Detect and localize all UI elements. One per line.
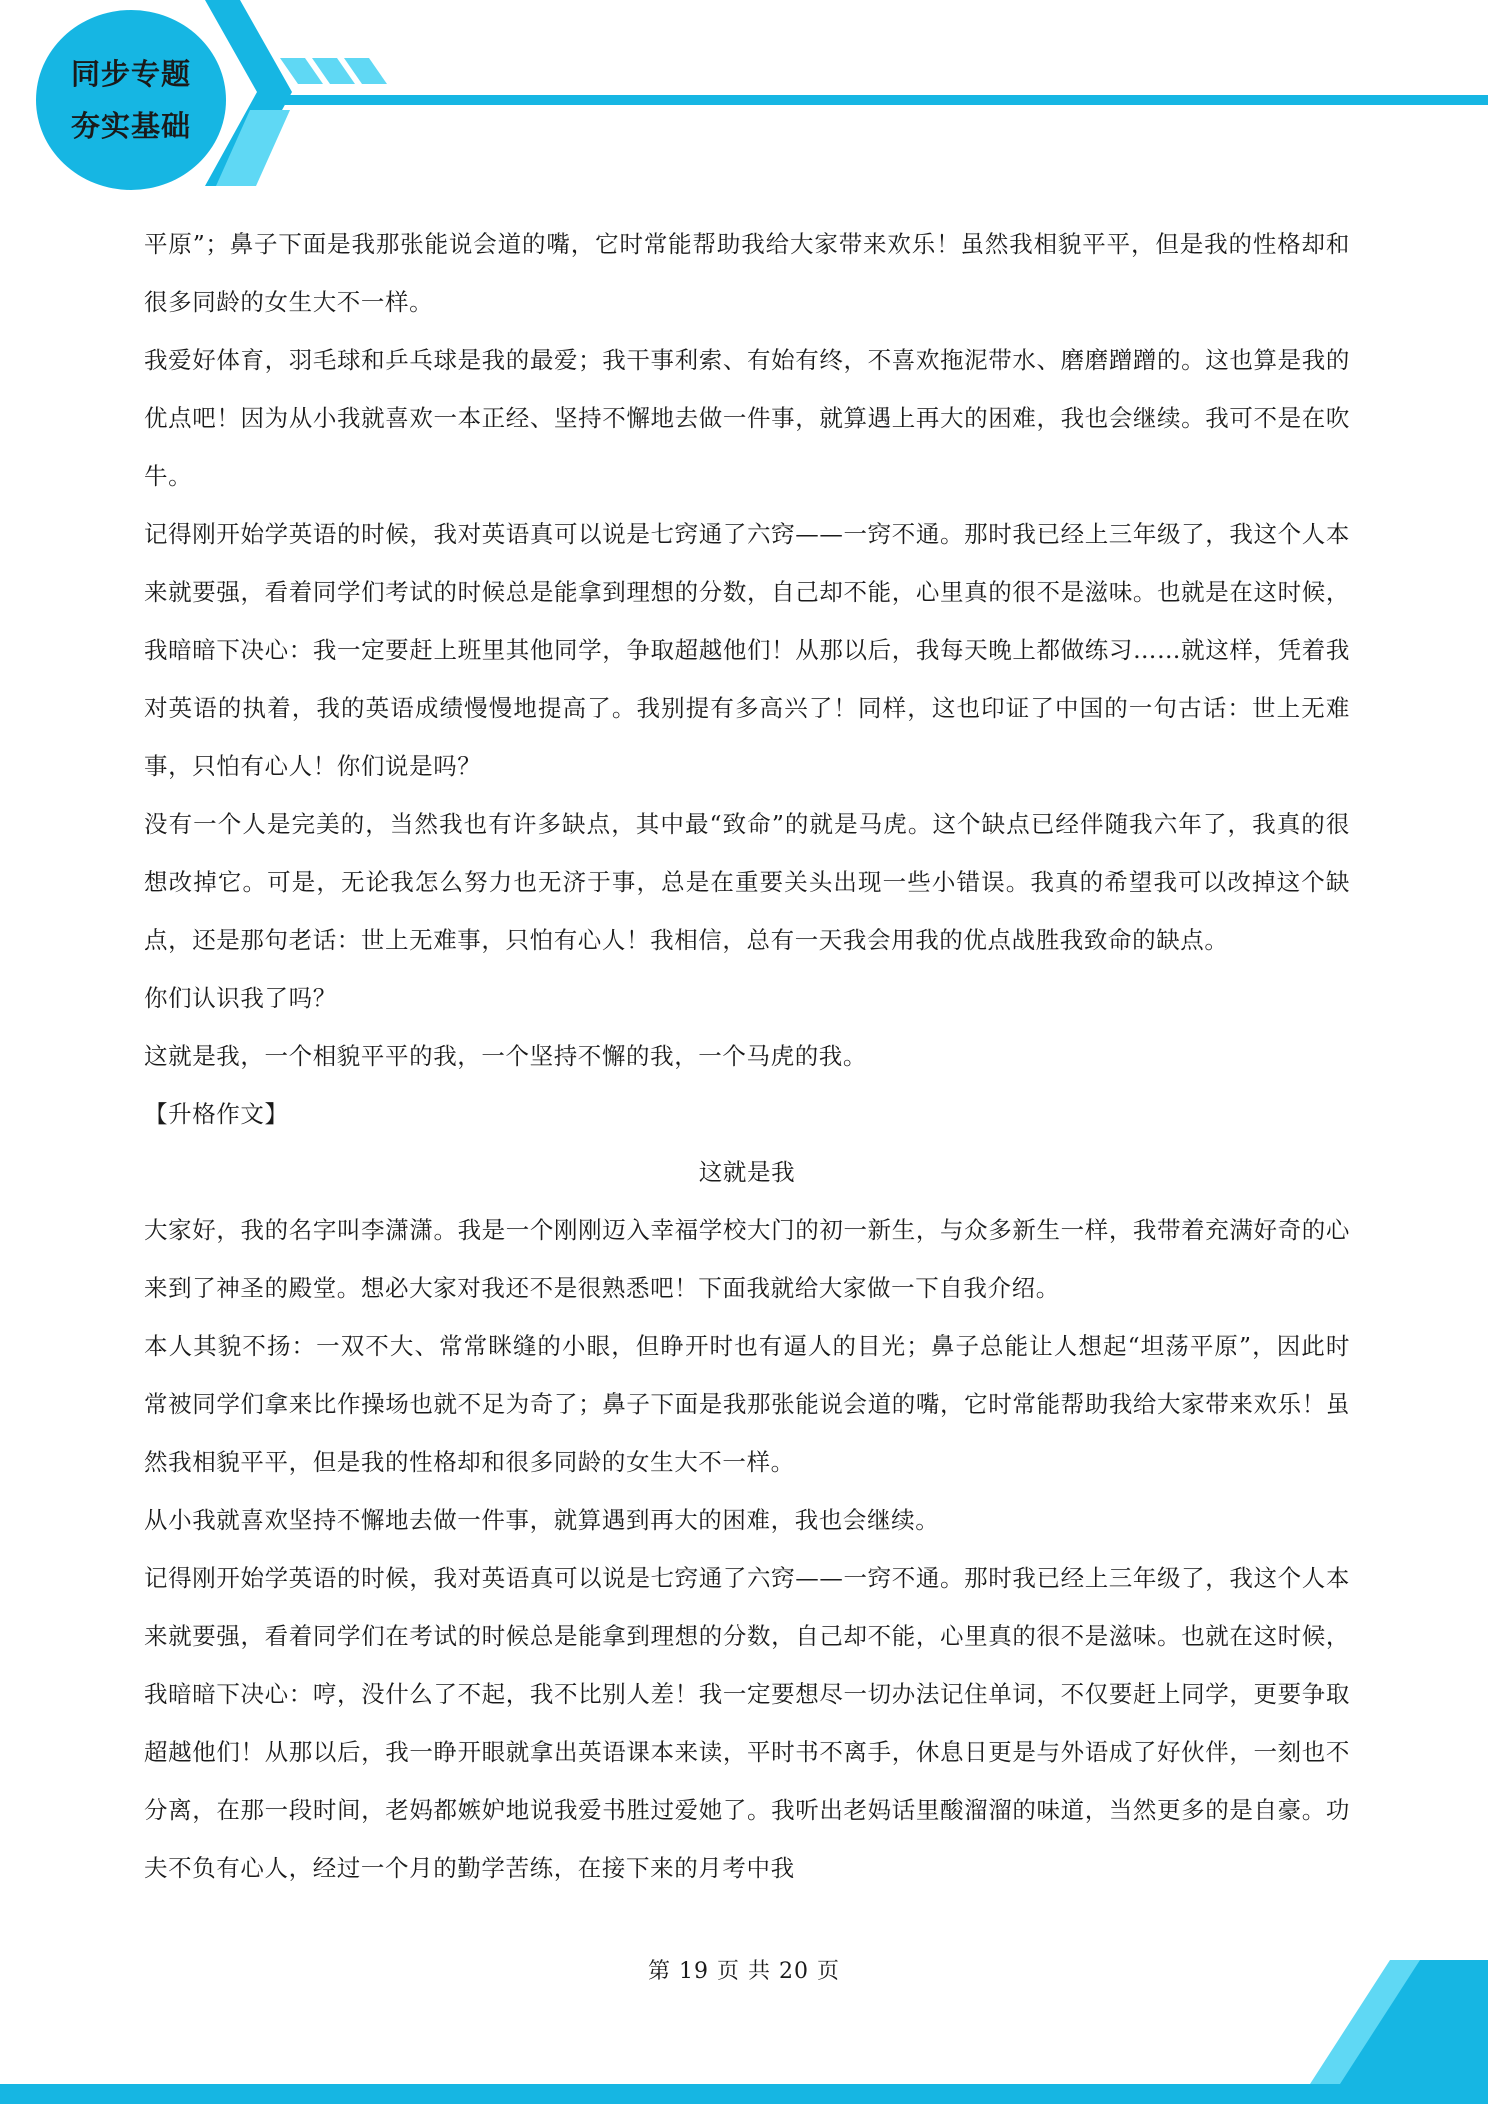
- badge-line-2: 夯实基础: [70, 109, 191, 143]
- paragraph: 这就是我，一个相貌平平的我，一个坚持不懈的我，一个马虎的我。: [144, 1042, 867, 1070]
- paragraph: 你们认识我了吗？: [144, 984, 337, 1012]
- paragraph: 没有一个人是完美的，当然我也有许多缺点，其中最“致命”的就是马虎。这个缺点已经伴随我六年了，我真的很想改掉它。可是，无论我怎么努力也无济于事，总是在重要关头出现一些小错误。我真的希望我可以改掉这个缺点，还是那句老话：世上无难事，只怕有心人！我相信，总有一天我会用我的优点战胜我致命的缺点。: [144, 810, 1350, 954]
- essay-paragraph: 大家好，我的名字叫李潇潇。我是一个刚刚迈入幸福学校大门的初一新生，与众多新生一样，我带着充满好奇的心来到了神圣的殿堂。想必大家对我还不是很熟悉吧！下面我就给大家做一下自我介绍。: [144, 1216, 1350, 1302]
- essay-paragraph: 从小我就喜欢坚持不懈地去做一件事，就算遇到再大的困难，我也会继续。: [144, 1506, 940, 1534]
- topic-badge: [36, 10, 226, 190]
- page-number: 第 19 页 共 20 页: [648, 1959, 840, 1984]
- paragraph: 我爱好体育，羽毛球和乒乓球是我的最爱；我干事利索、有始有终，不喜欢拖泥带水、磨磨蹭蹭的。这也算是我的优点吧！因为从小我就喜欢一本正经、坚持不懈地去做一件事，就算遇上再大的困难，我也会继续。我可不是在吹牛。: [144, 346, 1350, 490]
- essay-title: 这就是我: [698, 1158, 796, 1186]
- paragraph: 平原”；鼻子下面是我那张能说会道的嘴，它时常能帮助我给大家带来欢乐！虽然我相貌平平，但是我的性格却和很多同龄的女生大不一样。: [144, 230, 1350, 316]
- header-bar: [285, 95, 1488, 105]
- section-heading: 【升格作文】: [144, 1100, 289, 1128]
- badge-line-1: 同步专题: [70, 57, 191, 91]
- footer-bar: [0, 2084, 1488, 2104]
- essay-paragraph: 记得刚开始学英语的时候，我对英语真可以说是七窍通了六窍——一窍不通。那时我已经上三年级了，我这个人本来就要强，看着同学们在考试的时候总是能拿到理想的分数，自己却不能，心里真的很不是滋味。也就在这时候，我暗暗下决心：哼，没什么了不起，我不比别人差！我一定要想尽一切办法记住单词，不仅要赶上同学，更要争取超越他们！从那以后，我一睁开眼就拿出英语课本来读，平时书不离手，休息日更是与外语成了好伙伴，一刻也不分离，在那一段时间，老妈都嫉妒地说我爱书胜过爱她了。我听出老妈话里酸溜溜的味道，当然更多的是自豪。功夫不负有心人，经过一个月的勤学苦练，在接下来的月考中我: [144, 1564, 1350, 1882]
- document-body: [144, 215, 1350, 1897]
- paragraph: 记得刚开始学英语的时候，我对英语真可以说是七窍通了六窍——一窍不通。那时我已经上三年级了，我这个人本来就要强，看着同学们考试的时候总是能拿到理想的分数，自己却不能，心里真的很不是滋味。也就是在这时候，我暗暗下决心：我一定要赶上班里其他同学，争取超越他们！从那以后，我每天晚上都做练习……就这样，凭着我对英语的执着，我的英语成绩慢慢地提高了。我别提有多高兴了！同样，这也印证了中国的一句古话：世上无难事，只怕有心人！你们说是吗？: [144, 520, 1350, 780]
- essay-paragraph: 本人其貌不扬：一双不大、常常眯缝的小眼，但睁开时也有逼人的目光；鼻子总能让人想起“坦荡平原”，因此时常被同学们拿来比作操场也就不足为奇了；鼻子下面是我那张能说会道的嘴，它时常能帮助我给大家带来欢乐！虽然我相貌平平，但是我的性格却和很多同龄的女生大不一样。: [144, 1332, 1350, 1476]
